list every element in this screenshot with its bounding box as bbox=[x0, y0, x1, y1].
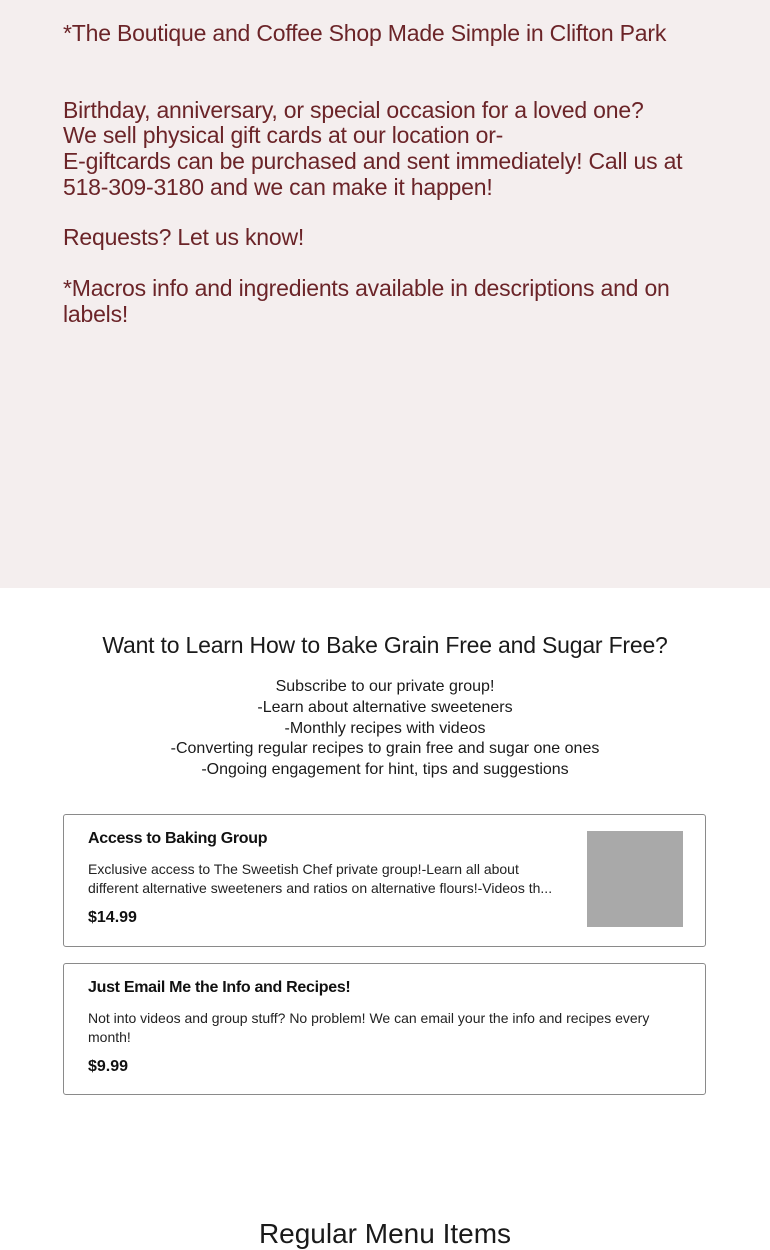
product-image-placeholder[interactable] bbox=[587, 831, 683, 927]
tagline-text: *The Boutique and Coffee Shop Made Simple in Clifton Park bbox=[63, 20, 667, 46]
learn-benefits-list bbox=[0, 677, 770, 781]
product-card-baking-group[interactable] bbox=[63, 814, 706, 947]
product-description: Exclusive access to The Sweetish Chef private group!-Learn all about different alternative sweeteners and ratios on alternative flours!-Videos th... bbox=[88, 861, 553, 896]
product-description: Not into videos and group stuff? No problem! We can email your the info and recipes every month! bbox=[88, 1010, 650, 1045]
gift-line-3: E-giftcards can be purchased and sent immediately! Call us at 518-309-3180 and we can make it happen! bbox=[63, 148, 683, 200]
learn-line: -Monthly recipes with videos bbox=[284, 719, 486, 737]
gift-line-1: Birthday, anniversary, or special occasion for a loved one? bbox=[63, 97, 644, 123]
product-title: Access to Baking Group bbox=[88, 830, 268, 847]
product-price: $9.99 bbox=[88, 1058, 129, 1075]
learn-section-title: Want to Learn How to Bake Grain Free and Sugar Free? bbox=[102, 632, 668, 658]
product-title: Just Email Me the Info and Recipes! bbox=[88, 979, 351, 996]
learn-line: -Ongoing engagement for hint, tips and suggestions bbox=[201, 761, 569, 779]
regular-menu-section-title: Regular Menu Items bbox=[258, 1218, 512, 1249]
learn-line: Subscribe to our private group! bbox=[275, 678, 495, 695]
macros-text: *Macros info and ingredients available in descriptions and on labels! bbox=[63, 275, 670, 327]
gift-line-2: We sell physical gift cards at our location or- bbox=[63, 122, 504, 148]
product-price: $14.99 bbox=[88, 909, 137, 926]
intro-section bbox=[0, 0, 770, 588]
learn-line: -Converting regular recipes to grain free and sugar one ones bbox=[170, 740, 600, 758]
learn-line: -Learn about alternative sweeteners bbox=[257, 698, 513, 716]
requests-text: Requests? Let us know! bbox=[63, 224, 305, 250]
product-card-email-recipes[interactable] bbox=[63, 963, 706, 1095]
